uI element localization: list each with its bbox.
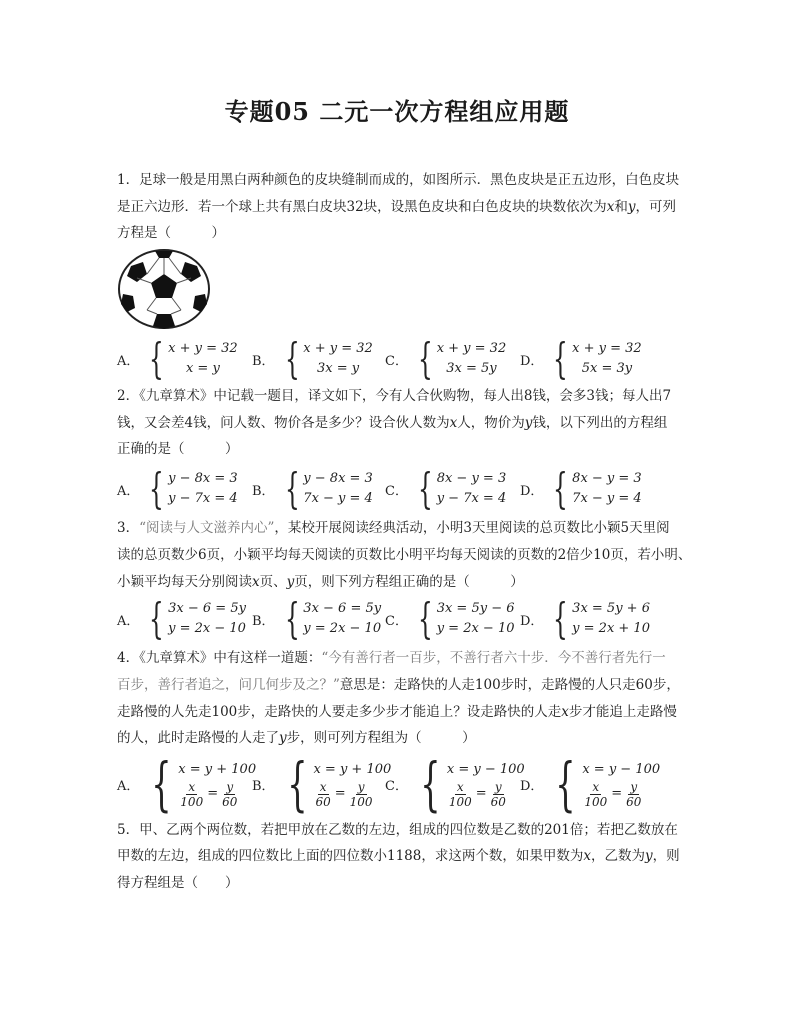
q1-text: 和 (614, 199, 628, 215)
q1-text: ，可列 (635, 199, 676, 215)
equation: 5x = 3y (581, 361, 633, 376)
brace-icon: { (553, 334, 569, 383)
q4-line3 (117, 702, 677, 722)
q3-text: 页，则下列方程组正确的是（ ） (294, 574, 524, 590)
q4-line1 (117, 648, 666, 668)
q3-line2: 读的总页数少6页，小颖平均每天阅读的页数比小明平均每天阅读的页数的2倍少10页，若小明、 (117, 547, 692, 563)
q4-option-d[interactable] (520, 750, 661, 818)
equation: 3x − 6 = 5y (303, 601, 382, 616)
denominator: 100 (349, 794, 373, 809)
q4-option-a[interactable] (117, 750, 257, 818)
var-y: y (644, 848, 653, 864)
equation: y = 2x − 10 (303, 621, 382, 636)
q4-line4 (117, 728, 476, 748)
equation: x = y − 100 (582, 761, 661, 777)
q1-line2 (117, 197, 676, 217)
q1-option-b[interactable] (252, 334, 373, 383)
brace-icon: { (417, 334, 433, 383)
q4-text: 的人，此时走路慢的人走了 (117, 730, 279, 746)
q3-quote: “阅读与人文滋养内心” (139, 520, 275, 536)
var-y: y (627, 199, 636, 215)
numerator: y (630, 779, 638, 794)
q2-text: 人，物价为 (457, 415, 525, 431)
equation: x = y + 100 (313, 761, 392, 777)
equation: y − 8x = 3 (303, 471, 373, 486)
option-label: C． (385, 353, 408, 369)
soccer-ball-image (117, 248, 211, 330)
option-label: B． (252, 483, 275, 499)
option-label: C． (385, 613, 408, 629)
equation: x + y = 32 (303, 341, 373, 356)
equals-sign: = (611, 786, 623, 801)
option-label: A． (117, 778, 140, 794)
numerator: x (456, 779, 464, 794)
brace-icon: { (149, 334, 165, 383)
var-x: x (583, 848, 591, 864)
equation: x = y + 100 (178, 761, 257, 777)
q3-text: 小颖平均每天分别阅读 (117, 574, 252, 590)
equation: x + y = 32 (436, 341, 507, 356)
q1-option-a[interactable] (117, 334, 238, 383)
equation: 3x = y (317, 361, 360, 376)
q3-option-d[interactable] (520, 594, 650, 643)
equation: y = 2x + 10 (572, 621, 650, 636)
var-x: x (606, 199, 615, 215)
q1-line1: 1．足球一般是用黑白两种颜色的皮块缝制而成的，如图所示．黑色皮块是正五边形，白色皮块 (117, 172, 680, 188)
q1-line3: 方程是（ ） (117, 225, 225, 241)
fraction-equation (447, 780, 525, 809)
var-y: y (524, 415, 533, 431)
fraction-equation (313, 780, 391, 809)
equation: y = 2x − 10 (436, 621, 515, 636)
option-label: D． (520, 353, 544, 369)
brace-icon: { (420, 750, 441, 818)
q2-text: 钱，以下列出的方程组 (532, 415, 668, 431)
option-label: C． (385, 483, 408, 499)
q5-line1: 5．甲、乙两个两位数，若把甲放在乙数的左边，组成的四位数是乙数的201倍；若把乙数放在 (117, 822, 678, 838)
equation: 3x − 6 = 5y (168, 601, 246, 616)
brace-icon: { (151, 750, 172, 818)
q4-text: 步才能追上走路慢 (568, 704, 677, 720)
q2-text: 钱，又会差4钱，问人数、物价各是多少？设合伙人数为 (117, 415, 450, 431)
equation: 3x = 5y − 6 (436, 601, 515, 616)
q3-text: ，某校开展阅读经典活动，小明3天里阅读的总页数比小颖5天里阅 (274, 520, 670, 536)
numerator: y (357, 779, 365, 794)
q2-option-d[interactable] (520, 464, 642, 513)
brace-icon: { (284, 594, 300, 643)
denominator: 60 (315, 794, 331, 809)
denominator: 100 (448, 794, 472, 809)
option-label: C． (385, 778, 408, 794)
brace-icon: { (553, 464, 569, 513)
q4-option-b[interactable] (252, 750, 392, 818)
equals-sign: = (334, 786, 346, 801)
fraction-equation (178, 780, 256, 809)
equation: 7x − y = 4 (303, 491, 373, 506)
q2-option-a[interactable] (117, 464, 238, 513)
brace-icon: { (149, 464, 165, 513)
numerator: y (226, 779, 234, 794)
brace-icon: { (553, 594, 569, 643)
equation: y − 7x = 4 (436, 491, 507, 506)
q5-line3: 得方程组是（ ） (117, 875, 239, 891)
brace-icon: { (417, 594, 433, 643)
q1-option-d[interactable] (520, 334, 642, 383)
q4-quote: 百步，善行者追之，问几何步及之？” (117, 677, 340, 693)
denominator: 60 (222, 794, 238, 809)
numerator: x (592, 779, 600, 794)
brace-icon: { (149, 594, 165, 643)
option-label: B． (252, 353, 275, 369)
denominator: 60 (490, 794, 506, 809)
denominator: 100 (180, 794, 204, 809)
q5-line2 (117, 846, 680, 866)
equation: x = y − 100 (446, 761, 525, 777)
q4-option-c[interactable] (385, 750, 525, 818)
option-label: A． (117, 353, 140, 369)
q3-option-b[interactable] (252, 594, 382, 643)
q4-text: 意思是：走路快的人走100步时，走路慢的人只走60步， (339, 677, 680, 693)
var-y: y (279, 730, 287, 746)
q2-line1: 2．《九章算术》中记载一题目，译文如下，今有人合伙购物，每人出8钱，会多3钱；每人出7 (117, 388, 672, 404)
equals-sign: = (207, 786, 219, 801)
numerator: x (319, 779, 327, 794)
q3-line1 (117, 518, 670, 538)
equation: y = 2x − 10 (168, 621, 246, 636)
q4-text: 走路慢的人先走100步，走路快的人要走多少步才能追上？设走路快的人走 (117, 704, 562, 720)
q4-line2 (117, 675, 680, 695)
denominator: 60 (626, 794, 642, 809)
q5-text: ，则 (652, 848, 680, 864)
equation: 3x = 5y + 6 (572, 601, 650, 616)
brace-icon: { (284, 464, 300, 513)
equation: x + y = 32 (168, 341, 238, 356)
brace-icon: { (286, 750, 308, 818)
equation: y − 8x = 3 (168, 471, 238, 486)
q1-text: 是正六边形．若一个球上共有黑白皮块32块，设黑色皮块和白色皮块的块数依次为 (117, 199, 607, 215)
q5-text: 甲数的左边，组成的四位数比上面的四位数小1188，求这两个数，如果甲数为 (117, 848, 584, 864)
brace-icon: { (417, 464, 433, 513)
fraction-equation (582, 780, 660, 809)
var-x: x (252, 574, 260, 590)
equation: x = y (185, 361, 220, 376)
denominator: 100 (584, 794, 608, 809)
brace-icon: { (555, 750, 577, 818)
q3-option-c[interactable] (385, 594, 515, 643)
var-x: x (449, 415, 458, 431)
numerator: x (188, 779, 196, 794)
var-x: x (561, 704, 569, 720)
equation: 3x = 5y (446, 361, 497, 376)
q5-text: ，乙数为 (590, 848, 645, 864)
q2-option-c[interactable] (385, 464, 507, 513)
q3-text: 页、 (259, 574, 287, 590)
equation: 8x − y = 3 (572, 471, 642, 486)
q4-text: 4．《九章算术》中有这样一道题： (117, 650, 322, 666)
option-label: D． (520, 778, 544, 794)
equation: 8x − y = 3 (436, 471, 507, 486)
option-label: A． (117, 483, 140, 499)
q1-option-c[interactable] (385, 334, 507, 383)
option-label: D． (520, 613, 544, 629)
q3-text: 3． (117, 520, 140, 536)
q4-text: 步，则可列方程组为（ ） (286, 730, 476, 746)
page-title: 专题05 二元一次方程组应用题 (224, 97, 570, 126)
option-label: A． (117, 613, 140, 629)
equation: x + y = 32 (572, 341, 642, 356)
q4-quote: “今有善行者一百步，不善行者六十步．今不善行者先行一 (321, 650, 666, 666)
q2-line3: 正确的是（ ） (117, 441, 239, 457)
q3-option-a[interactable] (117, 594, 246, 643)
brace-icon: { (284, 334, 300, 383)
option-label: D． (520, 483, 544, 499)
option-label: B． (252, 613, 275, 629)
numerator: y (494, 779, 502, 794)
option-label: B． (252, 778, 275, 794)
q2-option-b[interactable] (252, 464, 373, 513)
q2-line2 (117, 413, 667, 433)
var-y: y (286, 574, 295, 590)
equals-sign: = (475, 786, 487, 801)
equation: 7x − y = 4 (572, 491, 642, 506)
q3-line3 (117, 572, 524, 592)
equation: y − 7x = 4 (168, 491, 238, 506)
